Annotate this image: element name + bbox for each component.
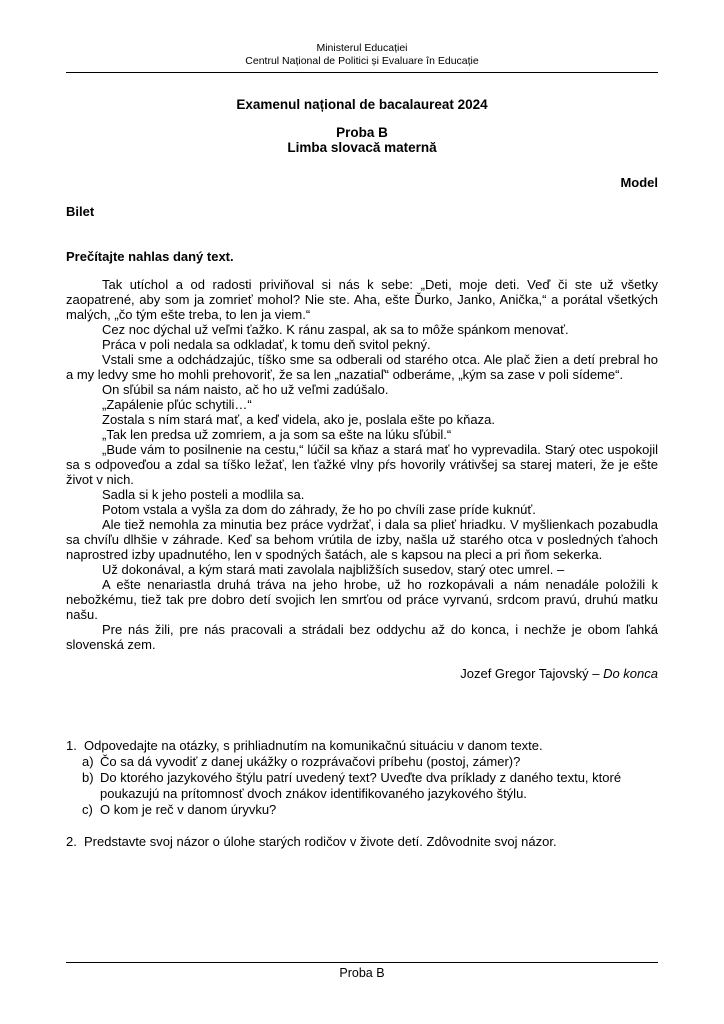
text-paragraph: Tak utíchol a od radosti priviňoval si nás k sebe: „Deti, moje deti. Veď či ste už všetky zaopatrené, aby som ja zomrieť mohol? Nie ste. Aha, ešte Ďurko, Janko, Anička,“ a porátal všetkých malých, „čo tým ešte treba, to len ja viem.“	[66, 277, 658, 322]
subject-label: Limba slovacă maternă	[287, 140, 437, 155]
exam-subtitle	[66, 125, 658, 155]
text-paragraph: „Tak len predsa už zomriem, a ja som sa ešte na lúku sľúbil.“	[102, 427, 452, 442]
text-paragraph: Cez noc dýchal už veľmi ťažko. K ránu zaspal, ak sa to môže spánkom menovať.	[102, 322, 569, 337]
footer-label: Proba B	[339, 966, 385, 980]
ministry-name: Ministerul Educației	[316, 42, 408, 54]
question-text: Do ktorého jazykového štýlu patrí uvedený text? Uveďte dva príklady z daného textu, ktoré poukazujú na prítomnosť dvoch znákov identifikovaného jazykového štýlu.	[100, 770, 622, 801]
text-paragraph: Ale tiež nemohla za minutia bez práce vydržať, i dala sa plieť hriadku. V myšlienkach pozabudla sa chvíľu dlhšie v záhrade. Keď sa behom vrútila de izby, našla už starého otca v posledných ťahoch naprostred izby upadnutého, len v spodných šatách, ale s kapsou na pleci a pri ňom sekerka.	[66, 517, 658, 562]
question-text: Čo sa dá vyvodiť z danej ukážky o rozprávačovi príbehu (postoj, zámer)?	[100, 754, 521, 769]
proba-label: Proba B	[336, 125, 388, 140]
question-text: Predstavte svoj názor o úlohe starých rodičov v živote detí. Zdôvodnite svoj názor.	[84, 834, 557, 849]
text-paragraph: „Zapálenie pľúc schytili…“	[102, 397, 252, 412]
question-text: O kom je reč v danom úryvku?	[100, 802, 277, 817]
questions-section	[66, 738, 658, 850]
work-title: Do konca	[603, 666, 658, 681]
text-paragraph: Potom vstala a vyšla za dom do záhrady, že ho po chvíli zase príde kuknúť.	[102, 502, 536, 517]
question-number: c)	[82, 802, 93, 817]
question-1c	[82, 802, 658, 818]
text-paragraph: Sadla si k jeho posteli a modlila sa.	[102, 487, 305, 502]
question-number: 2.	[66, 834, 77, 849]
reading-text	[66, 277, 658, 652]
text-paragraph: Vstali sme a odchádzajúc, tíško sme sa odberali od starého otca. Ale plač žien a detí prebral ho a my ledvy sme ho mohli prehovoriť, že sa len „nazatiaľ“ odberáme, „kým sa zase v poli sídeme“.	[66, 352, 658, 382]
question-2	[66, 834, 658, 850]
question-text: Odpovedajte na otázky, s prihliadnutím na komunikačnú situáciu v danom texte.	[84, 738, 543, 753]
text-paragraph: Už dokonával, a kým stará mati zavolala najbližších susedov, starý otec umrel. –	[102, 562, 565, 577]
attribution	[66, 666, 658, 681]
text-paragraph: „Bude vám to posilnenie na cestu,“ lúčil sa kňaz a stará mať ho vyprevadila. Starý otec uspokojil sa s odpoveďou a zdal sa tíško ležať, len ťažké vlny pŕs hovorily vrátivšej sa starej materi, že je ešte život v nich.	[66, 442, 658, 487]
text-paragraph: A ešte nenariastla druhá tráva na jeho hrobe, už ho rozkopávali a nám nenadále položili k nebožkému, tiež tak pre dobro detí svojich len smrťou od práce vyrvanú, srdcom pravú, druhú matku našu.	[66, 577, 658, 622]
center-name: Centrul Național de Politici și Evaluare în Educație	[245, 55, 479, 67]
text-paragraph: Zostala s ním stará mať, a keď videla, ako je, poslala ešte po kňaza.	[102, 412, 495, 427]
document-header	[66, 42, 658, 68]
question-1b	[82, 770, 658, 802]
question-1a	[82, 754, 658, 770]
exam-title: Examenul național de bacalaureat 2024	[236, 97, 488, 112]
model-label: Model	[620, 175, 658, 190]
text-paragraph: Práca v poli nedala sa odkladať, k tomu deň svitol pekný.	[102, 337, 431, 352]
question-number: 1.	[66, 738, 77, 753]
page-footer	[66, 962, 658, 980]
reading-instruction: Prečítajte nahlas daný text.	[66, 249, 234, 264]
text-paragraph: On sľúbil sa nám naisto, ač ho už veľmi zadúšalo.	[102, 382, 389, 397]
question-number: b)	[82, 770, 94, 785]
question-1	[66, 738, 658, 754]
author-name: Jozef Gregor Tajovský –	[460, 666, 604, 681]
question-number: a)	[82, 754, 94, 769]
header-divider	[66, 72, 658, 73]
bilet-label: Bilet	[66, 204, 95, 219]
text-paragraph: Pre nás žili, pre nás pracovali a strádali bez oddychu až do konca, i nechže je obom ľahká slovenská zem.	[66, 622, 658, 652]
